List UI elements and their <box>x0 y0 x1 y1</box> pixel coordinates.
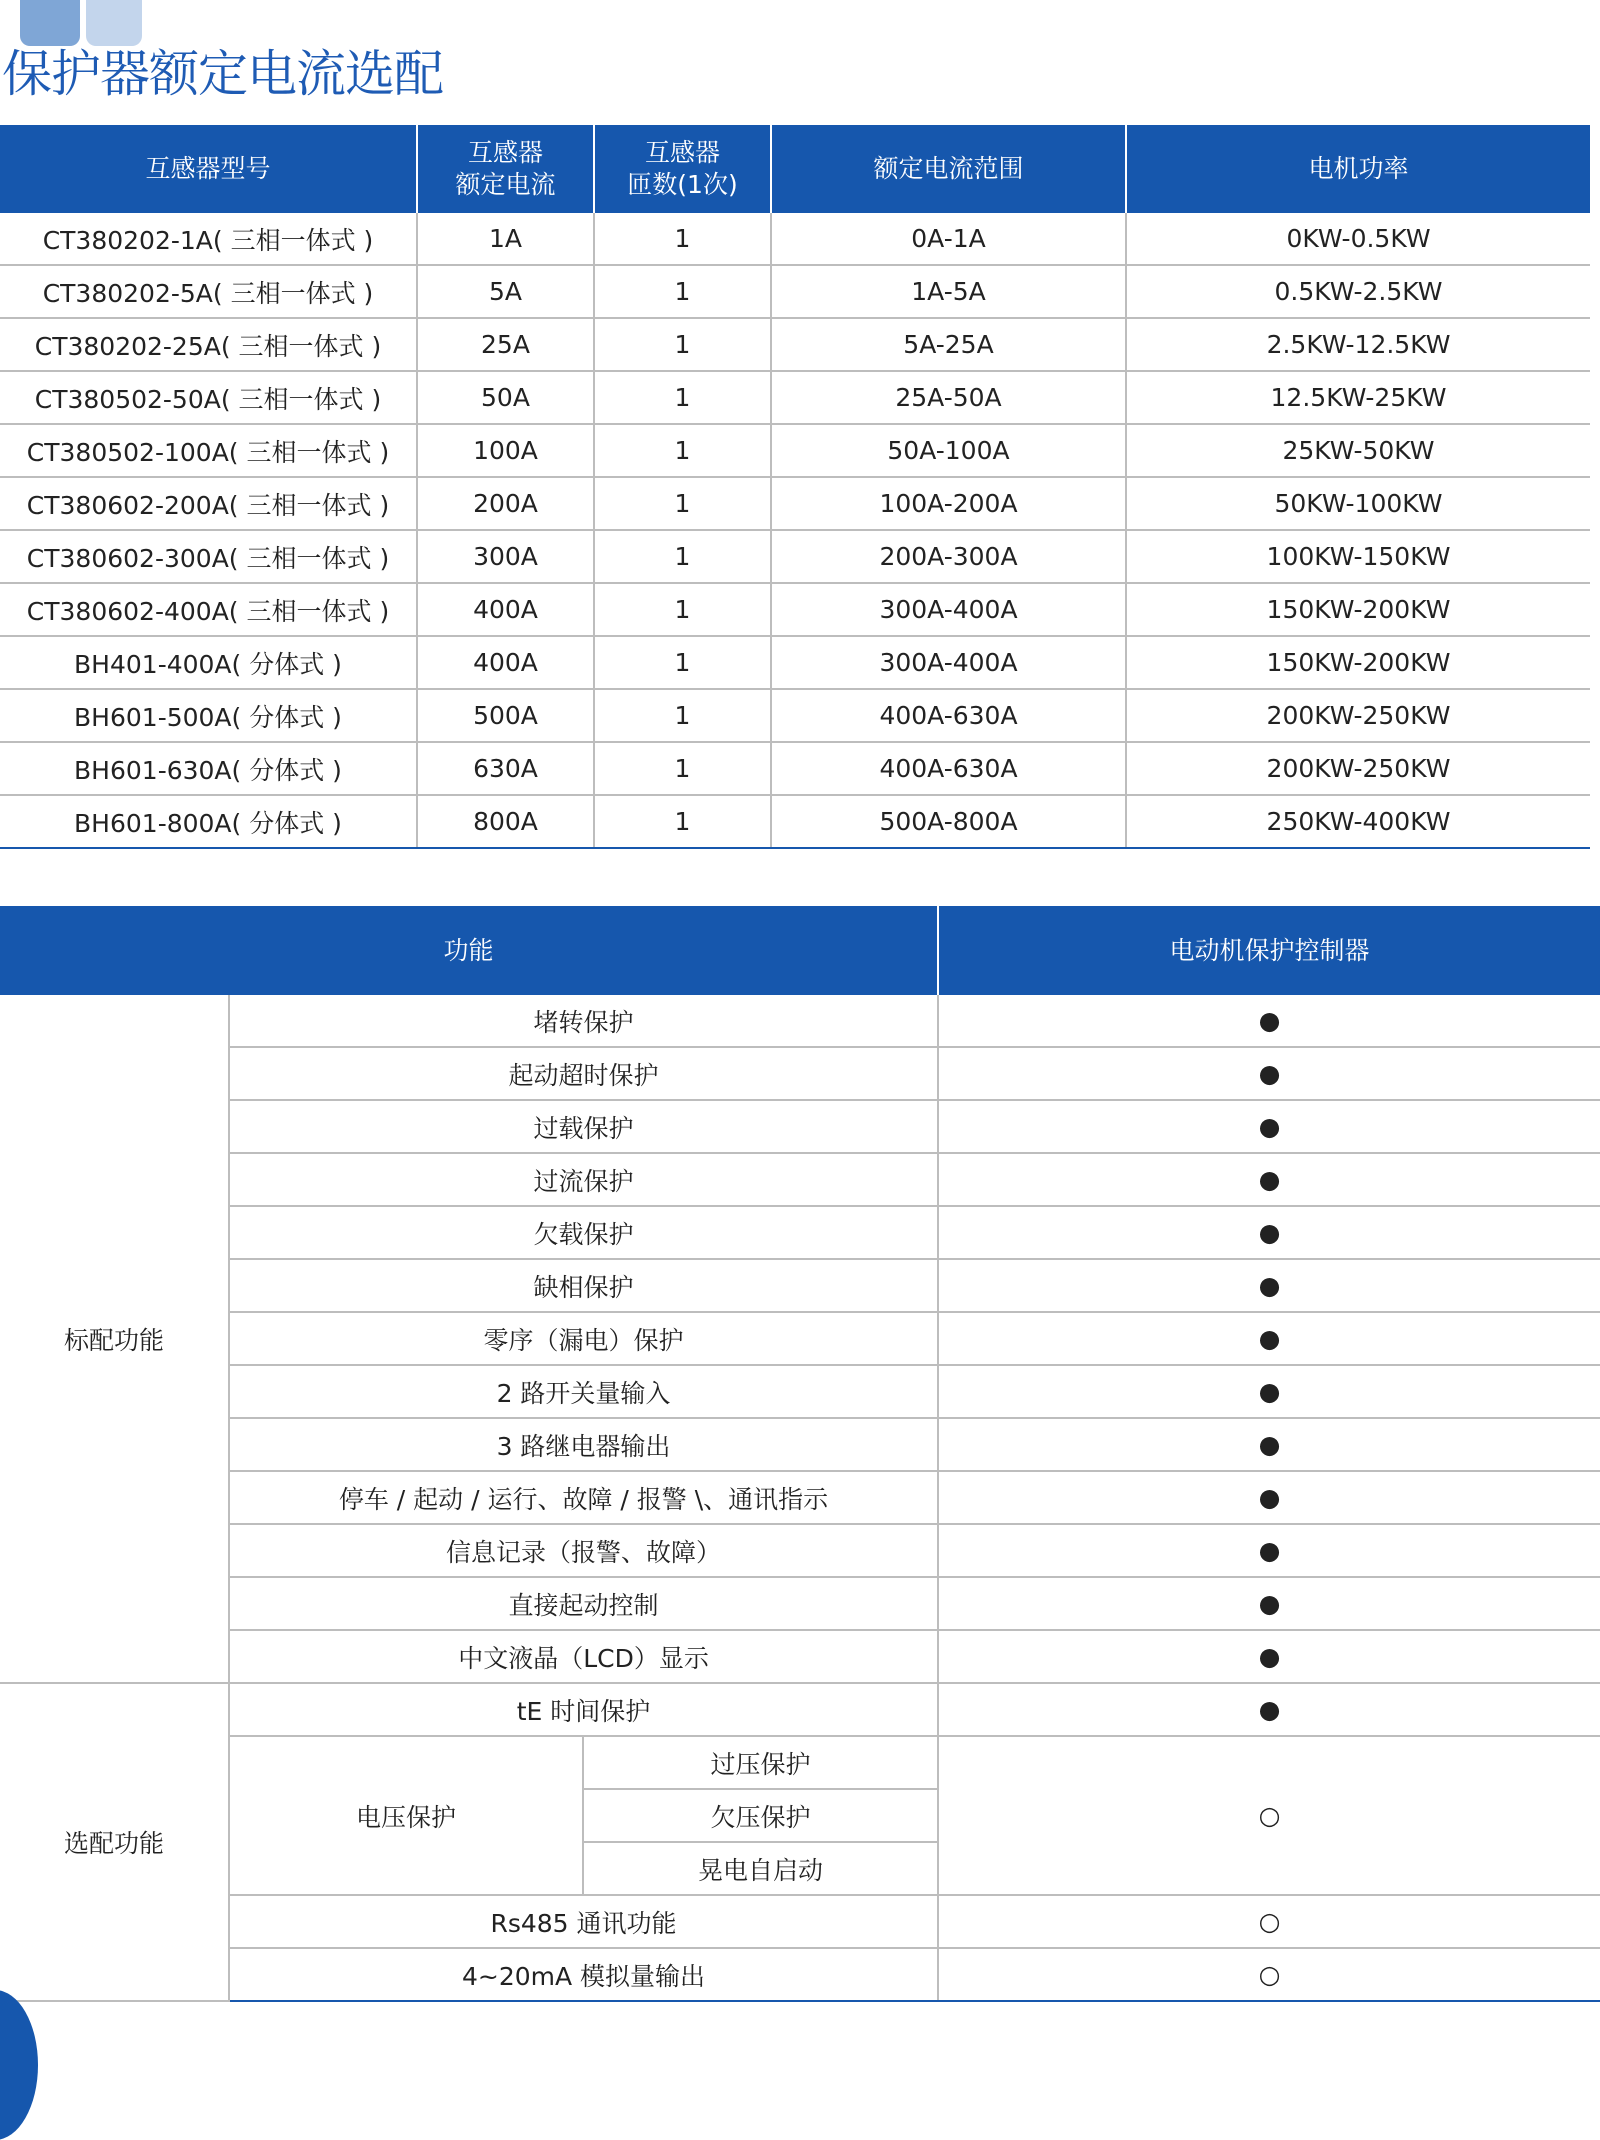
current-range-cell: 100A-200A <box>771 477 1126 530</box>
table-row <box>0 1524 1600 1577</box>
table-row <box>0 530 1590 583</box>
support-mark-cell: ○ <box>938 1736 1600 1895</box>
ct-rated-current-cell: 200A <box>417 477 594 530</box>
function-name-cell: 过载保护 <box>229 1100 938 1153</box>
ct-turns-cell: 1 <box>594 477 771 530</box>
function-name-cell: Rs485 通讯功能 <box>229 1895 938 1948</box>
ct-rated-current-cell: 1A <box>417 213 594 265</box>
function-name-cell: 2 路开关量输入 <box>229 1365 938 1418</box>
ct-rated-current-cell: 400A <box>417 583 594 636</box>
table-row <box>0 1365 1600 1418</box>
ct-model-cell: CT380202-1A( 三相一体式 ) <box>0 213 417 265</box>
current-range-cell: 1A-5A <box>771 265 1126 318</box>
support-mark-cell: ● <box>938 995 1600 1047</box>
function-name-cell: 零序（漏电）保护 <box>229 1312 938 1365</box>
table-row <box>0 1630 1600 1683</box>
ct-rated-current-cell: 50A <box>417 371 594 424</box>
ct-turns-cell: 1 <box>594 318 771 371</box>
function-name-cell: 缺相保护 <box>229 1259 938 1312</box>
support-mark-cell: ● <box>938 1524 1600 1577</box>
function-name-cell: 欠载保护 <box>229 1206 938 1259</box>
header-ct-model: 互感器型号 <box>0 125 417 213</box>
motor-power-cell: 200KW-250KW <box>1126 742 1590 795</box>
header-ct-rated-current: 互感器 额定电流 <box>417 125 594 213</box>
motor-power-cell: 0KW-0.5KW <box>1126 213 1590 265</box>
table-row <box>0 689 1590 742</box>
ct-turns-cell: 1 <box>594 583 771 636</box>
ct-rated-current-cell: 100A <box>417 424 594 477</box>
current-range-cell: 300A-400A <box>771 583 1126 636</box>
function-name-cell: 4~20mA 模拟量输出 <box>229 1948 938 2001</box>
support-mark-cell: ● <box>938 1418 1600 1471</box>
ct-model-cell: BH401-400A( 分体式 ) <box>0 636 417 689</box>
table-row <box>0 1683 1600 1736</box>
table-row <box>0 1100 1600 1153</box>
current-range-cell: 400A-630A <box>771 742 1126 795</box>
table-row <box>0 1948 1600 2001</box>
header-ct-turns: 互感器 匝数(1次) <box>594 125 771 213</box>
ct-turns-cell: 1 <box>594 742 771 795</box>
function-table-header-row <box>0 906 1600 995</box>
motor-power-cell: 50KW-100KW <box>1126 477 1590 530</box>
motor-power-cell: 150KW-200KW <box>1126 583 1590 636</box>
function-name-cell: 起动超时保护 <box>229 1047 938 1100</box>
function-name-cell: 3 路继电器输出 <box>229 1418 938 1471</box>
ct-model-cell: BH601-630A( 分体式 ) <box>0 742 417 795</box>
ct-model-cell: BH601-500A( 分体式 ) <box>0 689 417 742</box>
standard-function-group-label: 标配功能 <box>0 995 229 1683</box>
function-name-cell: tE 时间保护 <box>229 1683 938 1736</box>
table-row <box>0 1736 1600 1789</box>
table-row <box>0 265 1590 318</box>
voltage-subfunction-cell: 晃电自启动 <box>583 1842 938 1895</box>
support-mark-cell: ● <box>938 1047 1600 1100</box>
table-row <box>0 213 1590 265</box>
function-name-cell: 中文液晶（LCD）显示 <box>229 1630 938 1683</box>
function-name-cell: 停车 / 起动 / 运行、故障 / 报警 \、通讯指示 <box>229 1471 938 1524</box>
table-row <box>0 371 1590 424</box>
header-function: 功能 <box>0 906 938 995</box>
ct-turns-cell: 1 <box>594 689 771 742</box>
table-row <box>0 424 1590 477</box>
function-table <box>0 906 1600 2002</box>
table-row <box>0 1259 1600 1312</box>
current-range-cell: 0A-1A <box>771 213 1126 265</box>
header-product: 电动机保护控制器 <box>938 906 1600 995</box>
support-mark-cell: ○ <box>938 1895 1600 1948</box>
table-row <box>0 583 1590 636</box>
ct-turns-cell: 1 <box>594 213 771 265</box>
ct-model-cell: CT380602-300A( 三相一体式 ) <box>0 530 417 583</box>
page-title: 保护器额定电流选配 <box>2 45 443 103</box>
ct-turns-cell: 1 <box>594 265 771 318</box>
table-row <box>0 995 1600 1047</box>
ct-turns-cell: 1 <box>594 795 771 848</box>
table-row <box>0 1312 1600 1365</box>
current-range-cell: 5A-25A <box>771 318 1126 371</box>
support-mark-cell: ● <box>938 1471 1600 1524</box>
support-mark-cell: ● <box>938 1259 1600 1312</box>
current-range-cell: 25A-50A <box>771 371 1126 424</box>
ct-model-cell: CT380202-5A( 三相一体式 ) <box>0 265 417 318</box>
current-range-cell: 50A-100A <box>771 424 1126 477</box>
table-row <box>0 636 1590 689</box>
header-current-range: 额定电流范围 <box>771 125 1126 213</box>
motor-power-cell: 25KW-50KW <box>1126 424 1590 477</box>
ct-rated-current-cell: 300A <box>417 530 594 583</box>
motor-power-cell: 0.5KW-2.5KW <box>1126 265 1590 318</box>
function-name-cell: 信息记录（报警、故障） <box>229 1524 938 1577</box>
table-row <box>0 1047 1600 1100</box>
support-mark-cell: ○ <box>938 1948 1600 2001</box>
table-row <box>0 1895 1600 1948</box>
support-mark-cell: ● <box>938 1153 1600 1206</box>
ct-model-cell: CT380502-50A( 三相一体式 ) <box>0 371 417 424</box>
support-mark-cell: ● <box>938 1630 1600 1683</box>
function-name-cell: 直接起动控制 <box>229 1577 938 1630</box>
ct-rated-current-cell: 500A <box>417 689 594 742</box>
table-row <box>0 477 1590 530</box>
motor-power-cell: 250KW-400KW <box>1126 795 1590 848</box>
support-mark-cell: ● <box>938 1206 1600 1259</box>
ct-model-cell: CT380502-100A( 三相一体式 ) <box>0 424 417 477</box>
table-row <box>0 1471 1600 1524</box>
ct-rated-current-cell: 630A <box>417 742 594 795</box>
ct-turns-cell: 1 <box>594 424 771 477</box>
ct-rated-current-cell: 5A <box>417 265 594 318</box>
support-mark-cell: ● <box>938 1100 1600 1153</box>
function-name-cell: 堵转保护 <box>229 995 938 1047</box>
function-name-cell: 过流保护 <box>229 1153 938 1206</box>
ct-rated-current-cell: 400A <box>417 636 594 689</box>
voltage-subfunction-cell: 欠压保护 <box>583 1789 938 1842</box>
table-row <box>0 1418 1600 1471</box>
header-motor-power: 电机功率 <box>1126 125 1590 213</box>
table-row <box>0 318 1590 371</box>
table-row <box>0 1153 1600 1206</box>
motor-power-cell: 2.5KW-12.5KW <box>1126 318 1590 371</box>
header-decoration-block <box>20 0 80 46</box>
ct-model-cell: CT380602-400A( 三相一体式 ) <box>0 583 417 636</box>
support-mark-cell: ● <box>938 1683 1600 1736</box>
ct-model-cell: CT380202-25A( 三相一体式 ) <box>0 318 417 371</box>
corner-decoration <box>0 1990 38 2140</box>
ct-turns-cell: 1 <box>594 530 771 583</box>
current-range-cell: 200A-300A <box>771 530 1126 583</box>
voltage-protection-label: 电压保护 <box>229 1736 583 1895</box>
ct-model-cell: CT380602-200A( 三相一体式 ) <box>0 477 417 530</box>
motor-power-cell: 150KW-200KW <box>1126 636 1590 689</box>
table-row <box>0 795 1590 848</box>
support-mark-cell: ● <box>938 1365 1600 1418</box>
ct-rated-current-cell: 25A <box>417 318 594 371</box>
motor-power-cell: 12.5KW-25KW <box>1126 371 1590 424</box>
ct-model-cell: BH601-800A( 分体式 ) <box>0 795 417 848</box>
support-mark-cell: ● <box>938 1312 1600 1365</box>
header-decoration-block-light <box>86 0 142 46</box>
current-range-cell: 400A-630A <box>771 689 1126 742</box>
optional-function-group-label: 选配功能 <box>0 1683 229 2001</box>
motor-power-cell: 100KW-150KW <box>1126 530 1590 583</box>
table-row <box>0 742 1590 795</box>
current-range-cell: 300A-400A <box>771 636 1126 689</box>
support-mark-cell: ● <box>938 1577 1600 1630</box>
current-range-cell: 500A-800A <box>771 795 1126 848</box>
ct-selection-table <box>0 125 1590 849</box>
table-row <box>0 1206 1600 1259</box>
ct-turns-cell: 1 <box>594 371 771 424</box>
ct-table-header-row <box>0 125 1590 213</box>
voltage-subfunction-cell: 过压保护 <box>583 1736 938 1789</box>
table-row <box>0 1577 1600 1630</box>
ct-rated-current-cell: 800A <box>417 795 594 848</box>
motor-power-cell: 200KW-250KW <box>1126 689 1590 742</box>
ct-turns-cell: 1 <box>594 636 771 689</box>
